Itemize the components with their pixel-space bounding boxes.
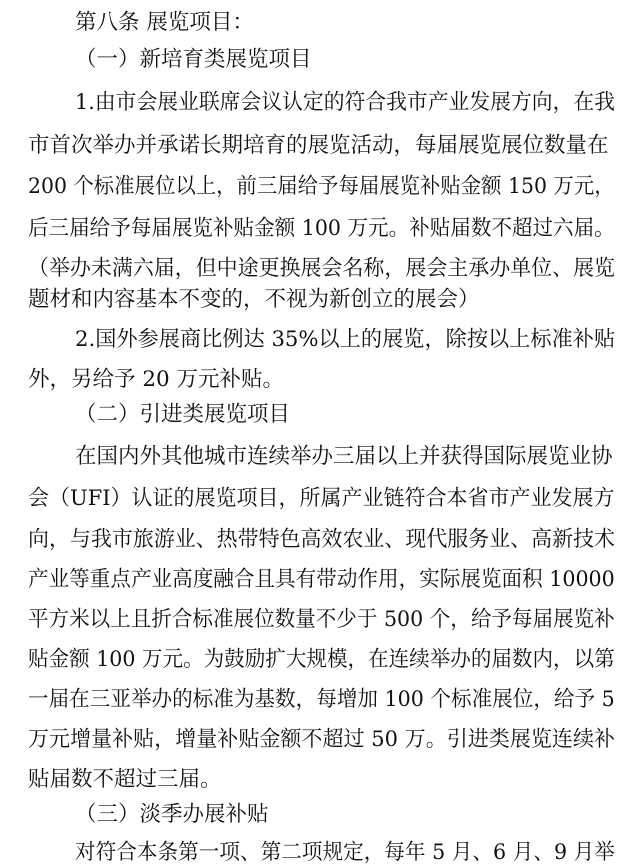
paragraph-line: 万元增量补贴，增量补贴金额不超过 50 万。引进类展览连续补: [28, 727, 616, 752]
paragraph-line: 2.国外参展商比例达 35%以上的展览，除按以上标准补贴: [75, 327, 616, 352]
paragraph-line: 平方米以上且折合标准展位数量不少于 500 个，给予每届展览补: [28, 607, 615, 632]
paragraph-line: 一届在三亚举办的标准为基数，每增加 100 个标准展位，给予 5: [28, 687, 615, 712]
paragraph-line: （举办未满六届，但中途更换展会名称，展会主承办单位、展览: [28, 256, 616, 281]
paragraph-line: 贴届数不超过三届。: [28, 767, 222, 792]
paragraph-line: 在国内外其他城市连续举办三届以上并获得国际展览业协: [75, 444, 613, 469]
paragraph-line: 后三届给予每届展览补贴金额 100 万元。补贴届数不超过六届。: [28, 216, 615, 241]
section-heading-2: （二）引进类展览项目: [75, 402, 291, 427]
paragraph-line: 会（UFI）认证的展览项目，所属产业链符合本省市产业发展方: [28, 486, 615, 511]
paragraph-line: 1.由市会展业联席会议认定的符合我市产业发展方向，在我: [75, 90, 616, 115]
paragraph-line: 贴金额 100 万元。为鼓励扩大规模，在连续举办的届数内，以第: [28, 647, 615, 672]
paragraph-line: 市首次举办并承诺长期培育的展览活动，每届展览展位数量在: [28, 133, 609, 158]
section-heading-1: （一）新培育类展览项目: [75, 47, 312, 72]
paragraph-line: 题材和内容基本不变的，不视为新创立的展会）: [28, 287, 480, 312]
section-heading-3: （三）淡季办展补贴: [75, 802, 269, 827]
paragraph-line: 外，另给予 20 万元补贴。: [28, 367, 285, 392]
paragraph-line: 向，与我市旅游业、热带特色高效农业、现代服务业、高新技术: [28, 527, 616, 552]
paragraph-line: 产业等重点产业高度融合且具有带动作用，实际展览面积 10000: [28, 567, 615, 592]
paragraph-line: 对符合本条第一项、第二项规定，每年 5 月、6 月、9 月举: [75, 840, 615, 865]
article-heading: 第八条 展览项目：: [75, 10, 254, 35]
paragraph-line: 200 个标准展位以上，前三届给予每届展览补贴金额 150 万元，: [28, 174, 615, 199]
